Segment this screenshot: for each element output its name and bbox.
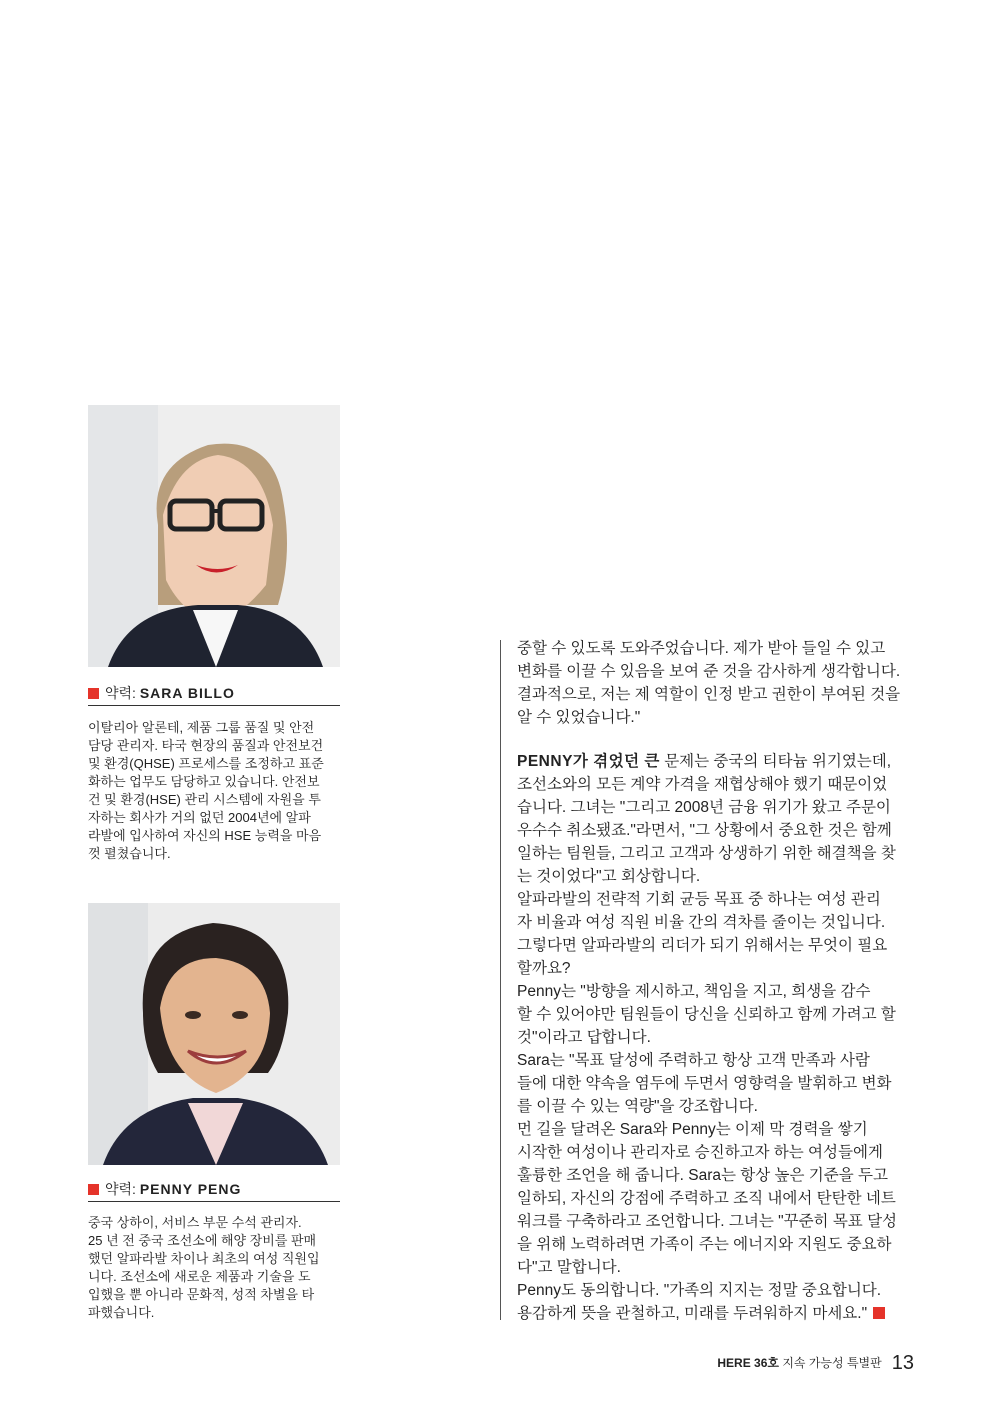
article-line: Penny도 동의합니다. "가족의 지지는 정말 중요합니다. (517, 1282, 882, 1299)
penny-peng-photo (88, 903, 340, 1165)
article-line: 습니다. 그녀는 "그리고 2008년 금융 위기가 왔고 주문이 (517, 799, 891, 816)
article-line: 는 것이었다"고 회상합니다. (517, 868, 701, 885)
bio-line: 입했을 뿐 아니라 문화적, 성적 차별을 타 (88, 1287, 315, 1302)
article-line: 자 비율과 여성 직원 비율 간의 격차를 줄이는 것입니다. (517, 914, 886, 931)
bio-line: 건 및 환경(HSE) 관리 시스템에 자원을 투 (88, 792, 321, 807)
bio-line: 라발에 입사하여 자신의 HSE 능력을 마음 (88, 828, 322, 843)
article-line: 를 이끌 수 있는 역량"을 강조합니다. (517, 1098, 758, 1115)
article-line: 워크를 구축하라고 조언합니다. 그녀는 "꾸준히 목표 달성 (517, 1213, 898, 1230)
article-continuation (517, 637, 913, 729)
article-line: 먼 길을 달려온 Sara와 Penny는 이제 막 경력을 쌓기 (517, 1121, 868, 1138)
article-line: 것"이라고 답합니다. (517, 1029, 651, 1046)
article-line: 을 위해 노력하려면 가족이 주는 에너지와 지원도 중요하 (517, 1236, 892, 1253)
article-line: 알 수 있었습니다." (517, 709, 641, 726)
penny-bio (88, 1214, 344, 1322)
article-first-line (517, 750, 913, 773)
bio-line: 25 년 전 중국 조선소에 해양 장비를 판매 (88, 1233, 317, 1248)
article-line: 시작한 여성이나 관리자로 승진하고자 하는 여성들에게 (517, 1144, 883, 1161)
article-line: 다"고 말합니다. (517, 1259, 621, 1276)
bio-line: 화하는 업무도 담당하고 있습니다. 안전보 (88, 774, 320, 789)
bio-line: 중국 상하이, 서비스 부문 수석 관리자. (88, 1215, 302, 1230)
caption-label: 약력: (105, 1181, 140, 1197)
bio-line: 니다. 조선소에 새로운 제품과 기술을 도 (88, 1269, 311, 1284)
article-body (517, 750, 913, 1325)
bio-line: 및 환경(QHSE) 프로세스를 조정하고 표준 (88, 756, 324, 771)
article-line: 할 수 있어야만 팀원들이 당신을 신뢰하고 함께 가려고 할 (517, 1006, 896, 1023)
bio-line: 했던 알파라발 차이나 최초의 여성 직원입 (88, 1251, 320, 1266)
red-square-icon (88, 688, 99, 699)
article-line: 훌륭한 조언을 해 줍니다. Sara는 항상 높은 기준을 두고 (517, 1167, 888, 1184)
article-line: 그렇다면 알파라발의 리더가 되기 위해서는 무엇이 필요 (517, 937, 888, 954)
article-line: 할까요? (517, 960, 571, 977)
bio-line: 자하는 회사가 거의 없던 2004년에 알파 (88, 810, 311, 825)
article-line: 결과적으로, 저는 제 역할이 인정 받고 권한이 부여된 것을 (517, 686, 901, 703)
article-line: 중할 수 있도록 도와주었습니다. 제가 받아 들일 수 있고 (517, 640, 886, 657)
article-line: Penny는 "방향을 제시하고, 책임을 지고, 희생을 감수 (517, 983, 871, 1000)
lead-in: PENNY가 겪었던 큰 (517, 753, 660, 770)
article-line: 우수수 취소됐죠."라면서, "그 상황에서 중요한 것은 함께 (517, 822, 892, 839)
article-line: 조선소와의 모든 계약 가격을 재협상해야 했기 때문이었 (517, 776, 888, 793)
red-square-icon (88, 1184, 99, 1195)
penny-caption-heading (88, 1179, 340, 1202)
article-last-line (517, 1302, 913, 1325)
article-line: 알파라발의 전략적 기회 균등 목표 중 하나는 여성 관리 (517, 891, 881, 908)
article-line: 들에 대한 약속을 염두에 두면서 영향력을 발휘하고 변화 (517, 1075, 892, 1092)
caption-label: 약력: (105, 685, 140, 701)
page-number: 13 (891, 1352, 914, 1374)
bio-line: 껏 펼쳤습니다. (88, 846, 171, 861)
bio-line: 파했습니다. (88, 1305, 155, 1320)
issue-subtitle: 지속 가능성 특별판 (779, 1356, 882, 1370)
article-line: 변화를 이끌 수 있음을 보여 준 것을 감사하게 생각합니다. (517, 663, 901, 680)
article-line: Sara는 "목표 달성에 주력하고 항상 고객 만족과 사람 (517, 1052, 870, 1069)
penny-portrait-illustration (88, 903, 340, 1165)
sara-billo-photo (88, 405, 340, 667)
penny-name: PENNY PENG (139, 1181, 242, 1197)
sara-caption-heading (88, 683, 340, 706)
last-line-text: 용감하게 뜻을 관철하고, 미래를 두려워하지 마세요." (517, 1305, 868, 1322)
sara-name: SARA BILLO (139, 685, 235, 701)
magazine-brand: HERE 36호 (717, 1356, 779, 1370)
sara-bio (88, 719, 344, 863)
end-mark-icon (873, 1307, 885, 1319)
bio-line: 이탈리아 알론테, 제품 그룹 품질 및 안전 (88, 720, 315, 735)
article-line: 일하는 팀원들, 그리고 고객과 상생하기 위한 해결책을 찾 (517, 845, 896, 862)
sara-portrait-illustration (88, 405, 340, 667)
page-footer (717, 1352, 914, 1375)
article-line: 일하되, 자신의 강점에 주력하고 조직 내에서 탄탄한 네트 (517, 1190, 896, 1207)
bio-line: 담당 관리자. 타국 현장의 품질과 안전보건 (88, 738, 324, 753)
column-divider (500, 640, 501, 1320)
first-line-rest: 문제는 중국의 티타늄 위기였는데, (659, 753, 892, 770)
